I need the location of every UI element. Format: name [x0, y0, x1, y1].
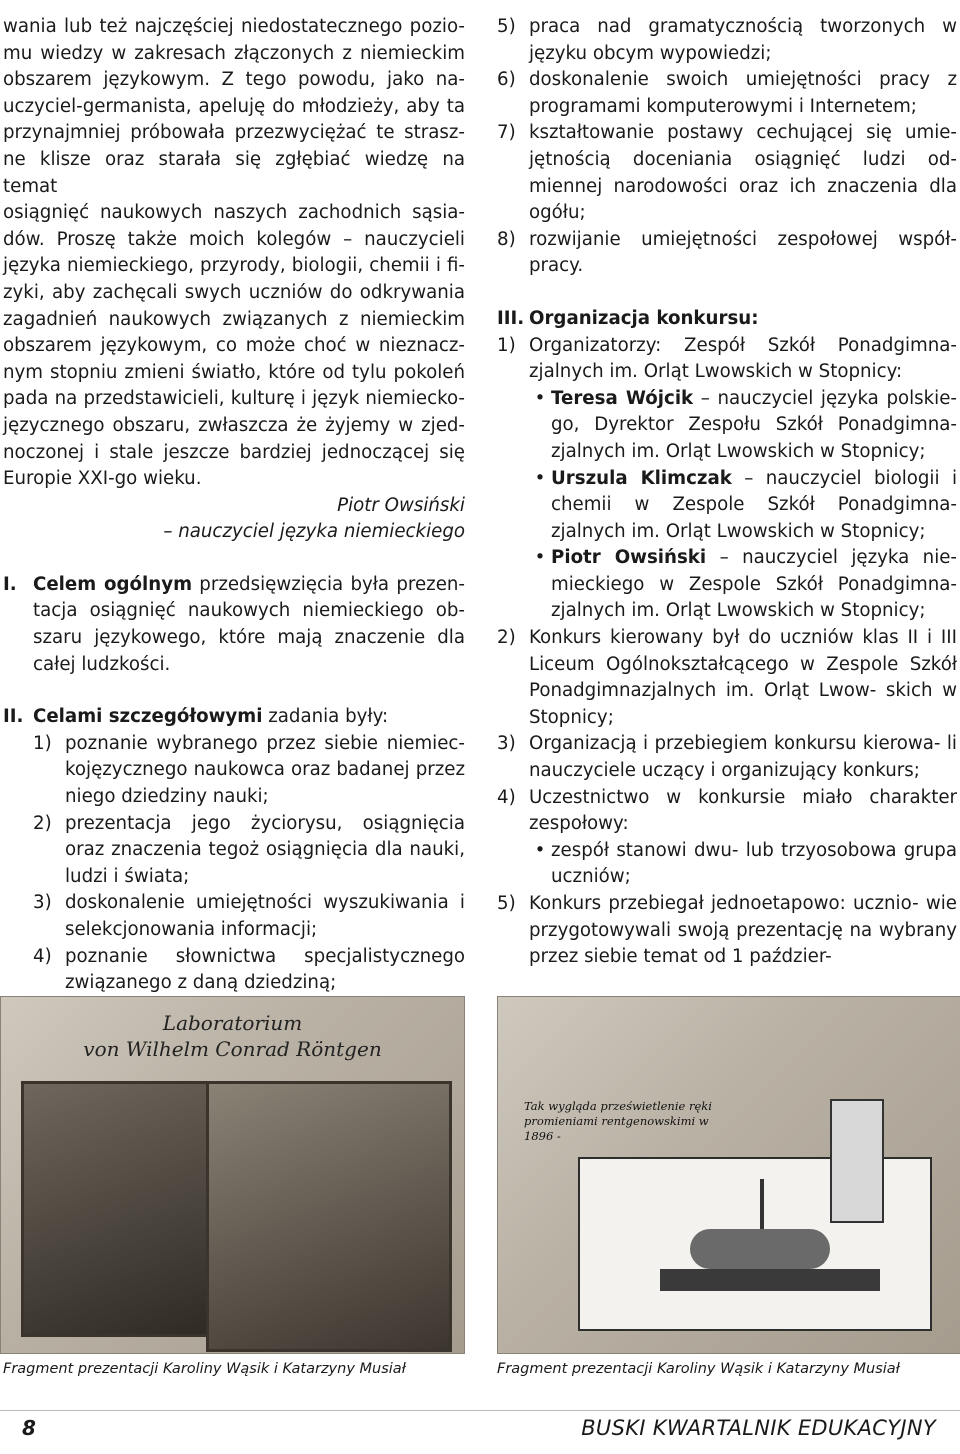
team-item	[529, 838, 957, 891]
screen-shape	[830, 1099, 884, 1223]
item-text: Organizacją i przebiegiem konkursu kierowa- li nauczyciele uczący i organizujący konkurs;	[529, 733, 957, 782]
item-text: Konkurs kierowany był do uczniów klas II i III Liceum Ogólnokształcącego w Zespole Szkół Ponadgimnazjalnych im. Orląt Lwow- skich w Stopnicy;	[529, 627, 957, 728]
image-inset-text: Tak wygląda prześwietlenie ręki promieniami rentgenowskimi w 1896 -	[524, 1099, 712, 1143]
item-number: 5)	[497, 893, 516, 914]
intro-line: Europie XXI-go wieku.	[3, 468, 202, 490]
intro-line: mu wiedzy w zakresach złączonych z niemieckim	[3, 42, 465, 64]
organizer-item	[529, 545, 957, 625]
presentation-image-laboratory	[0, 996, 465, 1354]
intro-line: języka niemieckiego, przyrody, biologii, chemii i fi-	[3, 255, 465, 277]
item-text: praca nad gramatycznością tworzonych w języku obcym wypowiedzi;	[529, 16, 957, 64]
list-item	[497, 333, 957, 626]
item-text-main: Uczestnictwo w konkursie miało charakter zespołowy:	[529, 786, 957, 835]
signature-name: Piotr Owsiński	[337, 494, 465, 516]
list-item	[497, 120, 957, 226]
item-text: Konkurs przebiegał jednoetapowo: ucznio- wie przygotowywali swoją prezentację na wybrany przez siebie temat od 1 paździer-	[529, 893, 957, 968]
item-number: 3)	[497, 733, 516, 755]
item-number: 4)	[497, 786, 516, 808]
journal-name: BUSKI KWARTALNIK EDUKACYJNY	[581, 1416, 936, 1440]
intro-line: obszarem językowym, co może choć w nieznacz-	[3, 335, 465, 357]
item-number: 1)	[33, 732, 52, 754]
item-text: doskonalenie swoich umiejętności pracy z programami komputerowymi i Internetem;	[529, 69, 957, 117]
bullet: •	[534, 547, 546, 569]
intro-line: zyki, aby zachęcali swych uczniów do odkrywania	[3, 281, 465, 303]
section-organization	[497, 306, 957, 333]
list-item	[497, 14, 957, 67]
item-text: prezentacja jego życiorysu, osiągnięcia oraz znaczenia tegoż osiągnięcia dla nauki, ludzi i świata;	[65, 812, 465, 887]
organizer-item	[529, 466, 957, 546]
item-number: 2)	[33, 812, 52, 834]
intro-line: pada na przedstawicieli, kulturę i język niemiecko-	[3, 388, 465, 410]
section-bold: Celem ogólnym	[33, 573, 193, 595]
item-number: 2)	[497, 627, 516, 649]
bullet: •	[534, 467, 546, 489]
item-number: 7)	[497, 122, 516, 144]
list-item	[3, 811, 465, 891]
item-text	[529, 333, 957, 626]
intro-line: uczyciel-germanista, apeluję do młodzieży, aby ta	[3, 95, 465, 117]
section-rest: zadania były:	[262, 706, 389, 728]
detailed-goals-list-cont	[497, 14, 957, 280]
intro-line: ne klisze oraz starała się zgłębiać wiedzę na temat	[3, 148, 465, 197]
list-item	[497, 227, 957, 280]
organization-list	[497, 333, 957, 971]
bullet: •	[534, 839, 546, 861]
intro-line: noczonej i stale jeszcze bardziej jednoczącej się	[3, 441, 465, 463]
organizer-name: Urszula Klimczak	[551, 467, 732, 489]
intro-line: obszarem językowym. Z tego powodu, jako na-	[3, 69, 465, 91]
intro-line: nym stopniu zmieni światło, które od tylu pokoleń	[3, 361, 465, 383]
item-text: poznanie słownictwa specjalistycznego związanego z daną dziedziną;	[65, 945, 465, 994]
section-detailed-goals	[3, 704, 465, 731]
list-item	[3, 944, 465, 997]
item-text: kształtowanie postawy cechującej się umie- jętnością doceniania osiągnięć ludzi od- miennej narodowości oraz ich znaczenia dla ogółu;	[529, 122, 957, 224]
image-title-line1: Laboratorium	[162, 1011, 303, 1035]
section-text	[33, 572, 465, 678]
base-shape	[660, 1269, 880, 1291]
section-number: III.	[497, 307, 525, 329]
image-caption-left: Fragment prezentacji Karoliny Wąsik i Katarzyny Musiał	[3, 1361, 406, 1377]
organizer-name: Piotr Owsiński	[551, 547, 707, 569]
organizers-list	[529, 386, 957, 625]
detailed-goals-list	[3, 731, 465, 997]
intro-paragraph	[3, 14, 465, 493]
item-number: 1)	[497, 334, 516, 356]
image-title-line2: von Wilhelm Conrad Röntgen	[83, 1037, 382, 1061]
page-number: 8	[22, 1416, 36, 1440]
item-number: 3)	[33, 892, 52, 914]
list-item	[3, 890, 465, 943]
organizer-desc: – nauczyciel języka polskie- go, Dyrektor Zespołu Szkół Ponadgimna- zjalnych im. Orląt Lwowskich w Stopnicy;	[551, 387, 957, 462]
section-general-goal	[3, 572, 465, 678]
list-item	[497, 67, 957, 120]
coil-shape	[690, 1229, 830, 1269]
section-bold: Celami szczegółowymi	[33, 706, 263, 728]
section-rest: przedsięwzięcia była prezen- tacja osiągnięć naukowych niemieckiego ob- szaru językowego, które mają znaczenie dla całej ludzkości.	[33, 573, 465, 675]
list-item	[497, 785, 957, 891]
item-text: rozwijanie umiejętności zespołowej współ- pracy.	[529, 228, 957, 277]
xray-apparatus-illustration	[578, 1157, 932, 1331]
item-number: 4)	[33, 945, 52, 967]
intro-line: wania lub też najczęściej niedostatecznego pozio-	[3, 16, 465, 37]
list-item	[497, 625, 957, 731]
organizer-name: Teresa Wójcik	[551, 387, 694, 409]
team-list	[529, 838, 957, 891]
section-title: Organizacja konkursu:	[529, 307, 759, 329]
section-number: II.	[3, 706, 24, 728]
organizer-item	[529, 386, 957, 466]
signature-role: – nauczyciel języka niemieckiego	[163, 521, 465, 543]
item-number: 6)	[497, 69, 516, 91]
item-text: doskonalenie umiejętności wyszukiwania i selekcjonowania informacji;	[65, 892, 465, 940]
intro-line: języcznego obszaru, zwłaszcza że żyjemy w zjed-	[3, 414, 465, 436]
item-text	[529, 785, 957, 891]
presentation-image-xray	[497, 996, 960, 1354]
item-number: 5)	[497, 16, 516, 37]
section-text	[33, 704, 465, 731]
portrait-photo	[21, 1081, 217, 1337]
organizer-desc: – nauczyciel języka nie- mieckiego w Zespole Szkół Ponadgimna- zjalnych im. Orląt Lwowskich w Stopnicy;	[551, 547, 957, 622]
intro-line: przynajmniej próbowała przezwyciężać te strasz-	[3, 122, 465, 144]
intro-line: zagadnień naukowych związanych z niemieckim	[3, 308, 465, 330]
right-column	[497, 14, 957, 971]
page-footer	[0, 1410, 960, 1452]
intro-line: osiągnięć naukowych naszych zachodnich sąsia-	[3, 202, 465, 224]
left-column	[3, 14, 465, 997]
list-item	[497, 891, 957, 971]
item-number: 8)	[497, 228, 516, 250]
section-number: I.	[3, 573, 17, 595]
image-caption-right: Fragment prezentacji Karoliny Wąsik i Katarzyny Musiał	[497, 1361, 900, 1377]
intro-line: dów. Proszę także moich kolegów – nauczycieli	[3, 228, 465, 250]
team-desc: zespół stanowi dwu- lub trzyosobowa grupa uczniów;	[551, 839, 957, 888]
list-item	[497, 731, 957, 784]
bullet: •	[534, 387, 546, 409]
laboratory-photo	[206, 1081, 452, 1352]
item-text: poznanie wybranego przez siebie niemiec- kojęzycznego naukowca oraz badanej przez niego dziedziny nauki;	[65, 732, 465, 808]
list-item	[3, 731, 465, 811]
organizer-desc: – nauczyciel biologii i chemii w Zespole Szkół Ponadgimna- zjalnych im. Orląt Lwowskich w Stopnicy;	[551, 467, 957, 542]
organizers-intro: Organizatorzy: Zespół Szkół Ponadgimna- zjalnych im. Orląt Lwowskich w Stopnicy:	[529, 334, 957, 383]
